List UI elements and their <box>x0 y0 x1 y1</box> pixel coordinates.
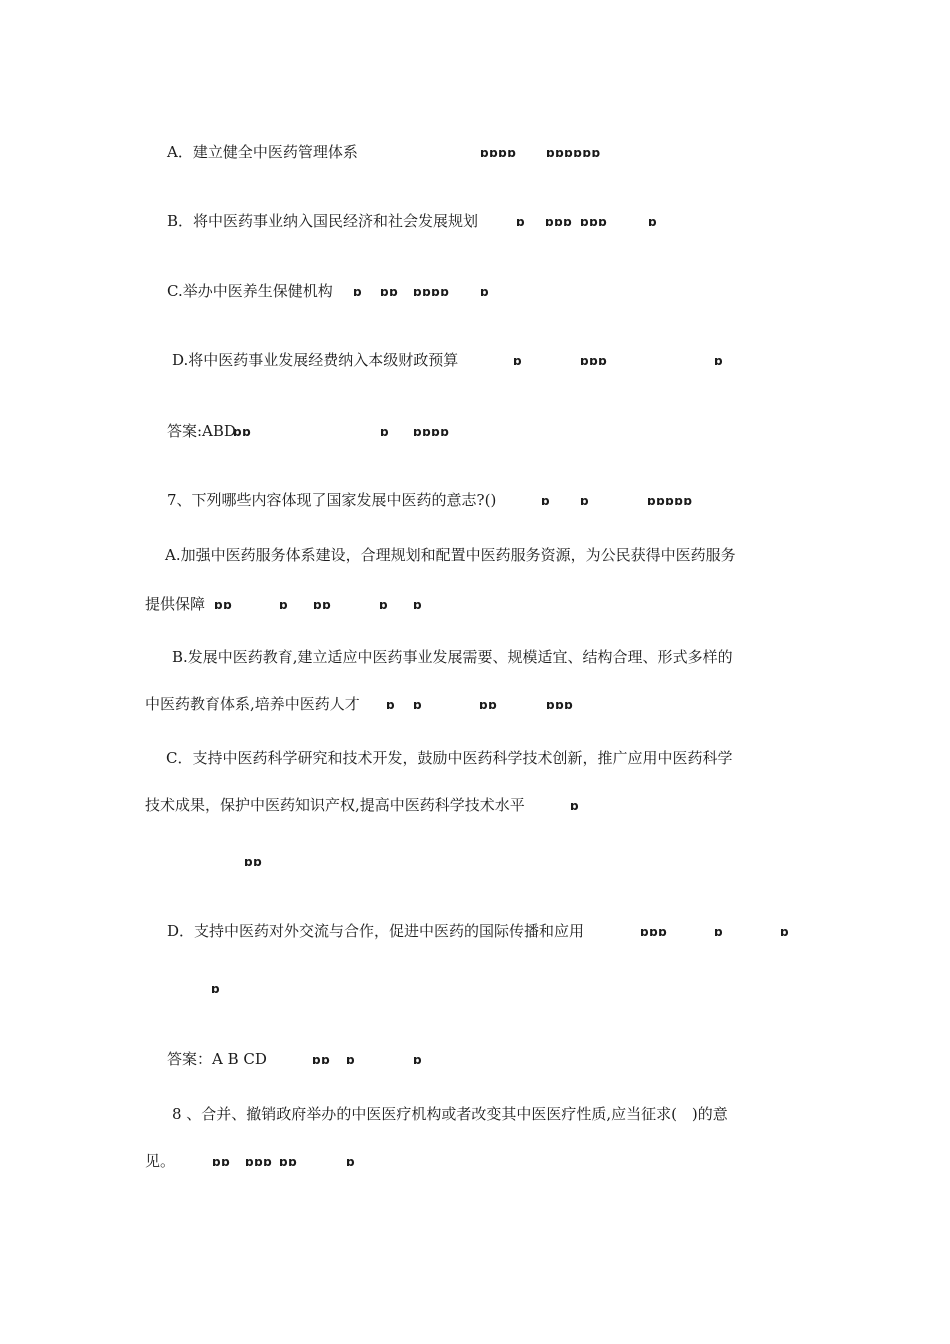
q6-option-c-glyphs: ɒɒɒɒ <box>413 285 450 299</box>
q6-option-d: D.将中医药事业发展经费纳入本级财政预算 <box>172 351 459 369</box>
q7-question-glyphs: ɒ <box>580 494 590 508</box>
q8-question-line2: 见。 <box>145 1152 176 1170</box>
q7-option-b-glyphs: ɒ <box>413 698 423 712</box>
q7-option-a-line1: A.加强中医药服务体系建设，合理规划和配置中医药服务资源，为公民获得中医药服务 <box>165 546 736 564</box>
q6-option-b-glyphs: ɒ <box>648 215 658 229</box>
q7-option-d-glyphs: ɒ <box>780 925 790 939</box>
q6-option-b-glyphs: ɒɒɒ <box>580 215 608 229</box>
q7-option-a-glyphs: ɒ <box>379 598 389 612</box>
q7-option-b-glyphs: ɒɒɒ <box>546 698 574 712</box>
q8-question-glyphs: ɒ <box>346 1155 356 1169</box>
q7-option-b-line2: 中医药教育体系,培养中医药人才 <box>145 695 360 713</box>
q7-question-glyphs: ɒɒɒɒɒ <box>647 494 693 508</box>
q7-option-d-glyphs: ɒ <box>714 925 724 939</box>
q6-option-a-glyphs: ɒɒɒɒ <box>480 146 517 160</box>
q6-answer-glyphs: ɒɒɒɒ <box>413 425 450 439</box>
q6-option-d-glyphs: ɒ <box>714 354 724 368</box>
q7-option-d: D．支持中医药对外交流与合作，促进中医药的国际传播和应用 <box>167 922 585 940</box>
q6-answer-glyphs: ɒɒ <box>233 425 252 439</box>
q6-option-a: A．建立健全中医药管理体系 <box>167 143 358 161</box>
q6-answer: 答案:ABD <box>167 422 236 440</box>
q6-option-c-glyphs: ɒ <box>353 285 363 299</box>
q7-option-a-line2: 提供保障 <box>145 595 206 613</box>
q6-option-d-glyphs: ɒɒɒ <box>580 354 608 368</box>
q6-answer-glyphs: ɒ <box>380 425 390 439</box>
q7-option-c-line2: 技术成果，保护中医药知识产权,提高中医药科学技术水平 <box>145 796 525 814</box>
q8-question-glyphs: ɒɒ <box>279 1155 298 1169</box>
q7-option-a-glyphs: ɒ <box>413 598 423 612</box>
q8-question-glyphs: ɒɒ <box>212 1155 231 1169</box>
q7-option-a-glyphs: ɒ <box>279 598 289 612</box>
q6-option-a-glyphs: ɒɒɒɒɒɒ <box>546 146 601 160</box>
q7-option-a-glyphs: ɒɒ <box>313 598 332 612</box>
q6-option-b: B．将中医药事业纳入国民经济和社会发展规划 <box>167 212 479 230</box>
q7-question: 7、下列哪些内容体现了国家发展中医药的意志?() <box>167 491 497 509</box>
q7-option-d-glyphs: ɒɒɒ <box>640 925 668 939</box>
q7-option-c-line1: C．支持中医药科学研究和技术开发，鼓励中医药科学技术创新，推广应用中医药科学 <box>166 749 733 767</box>
q8-question-line1: 8 、合并、撤销政府举办的中医医疗机构或者改变其中医医疗性质,应当征求( )的意 <box>172 1105 728 1123</box>
q7-answer-glyphs: ɒ <box>413 1053 423 1067</box>
q6-option-c: C.举办中医养生保健机构 <box>167 282 333 300</box>
q7-option-d-glyphs: ɒ <box>211 982 221 996</box>
q7-option-b-glyphs: ɒɒ <box>479 698 498 712</box>
q7-option-b-glyphs: ɒ <box>386 698 396 712</box>
q6-option-d-glyphs: ɒ <box>513 354 523 368</box>
q7-option-a-glyphs: ɒɒ <box>214 598 233 612</box>
q6-option-b-glyphs: ɒɒɒ <box>545 215 573 229</box>
q6-option-b-glyphs: ɒ <box>516 215 526 229</box>
q7-answer: 答案：A B CD <box>167 1050 267 1068</box>
q7-option-b-line1: B.发展中医药教育,建立适应中医药事业发展需要、规模适宜、结构合理、形式多样的 <box>172 648 733 666</box>
q7-answer-glyphs: ɒ <box>346 1053 356 1067</box>
q8-question-glyphs: ɒɒɒ <box>245 1155 273 1169</box>
q7-option-c-glyphs: ɒɒ <box>244 855 263 869</box>
q6-option-c-glyphs: ɒ <box>480 285 490 299</box>
q7-question-glyphs: ɒ <box>541 494 551 508</box>
q7-answer-glyphs: ɒɒ <box>312 1053 331 1067</box>
q6-option-c-glyphs: ɒɒ <box>380 285 399 299</box>
q7-option-c-glyphs: ɒ <box>570 799 580 813</box>
